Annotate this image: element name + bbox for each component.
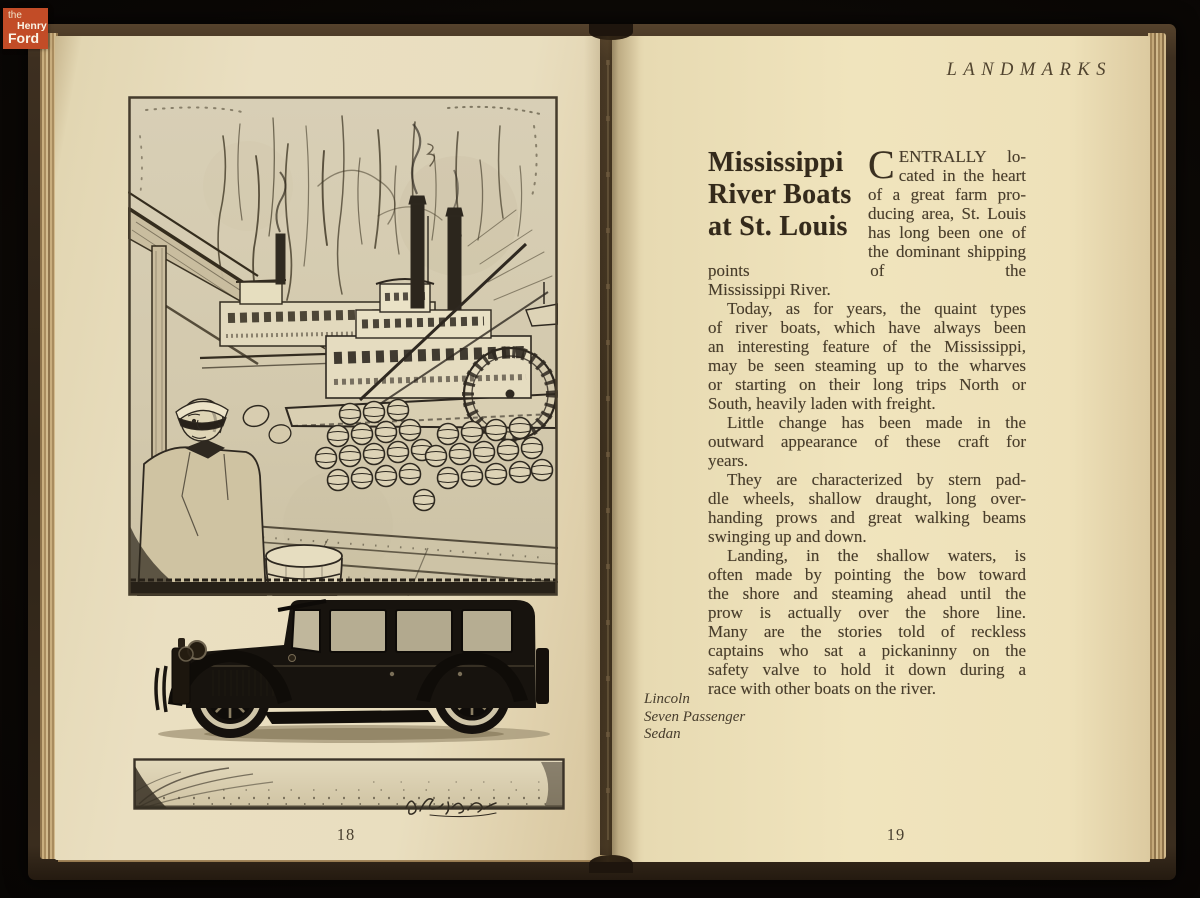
article-title: Mississippi River Boats at St. Louis [708,147,852,242]
article-text-column [708,142,1026,698]
ground-strip-etching [133,758,565,810]
page-number-right: 19 [886,825,906,844]
lincoln-sedan-illustration [142,588,562,753]
artist-signature [400,792,500,818]
paragraph: They are characterized by stern pad- dle wheels, shallow draught, long over- handing prows and great walking beams swinging up and down. [708,470,1026,546]
riverboat-wharf-etching [128,96,558,596]
opening-paragraph: ENTRALLY lo- cated in the heart of a great farm pro- ducing area, St. Louis has long been one of the dominant shipping points of the Mississippi River. [708,147,1026,299]
page-edge-stack-right [1148,33,1166,859]
logo-word-ford: Ford [8,30,40,46]
paragraph: Landing, in the shallow waters, is often made by pointing the bow toward the shore and steaming ahead until the prow is actually over the shore line. Many are the stories told of reckless captains who sat a pickaninny on the safety valve to hold it down during a race with other boats on the river. [708,546,1026,698]
paragraph: Little change has been made in the outward appearance of these craft for years. [708,413,1026,470]
spine-notch-bottom [589,855,633,873]
running-header: LANDMARKS [946,60,1112,80]
photo-caption: Lincoln Seven Passenger Sedan [644,691,746,742]
drop-cap: C [868,142,895,187]
spine-stitches [600,50,616,850]
logo-word-henry: Henry [17,20,47,32]
logo-word-the: the [8,10,22,21]
henry-ford-logo [3,8,48,49]
spine-notch-top [589,24,633,40]
paragraph: Today, as for years, the quaint types of river boats, which have always been an interesting feature of the Mississippi, may be seen steaming up to the wharves or starting on their long trips North or South, heavily laden with freight. [708,299,1026,413]
page-number-left: 18 [336,825,356,844]
